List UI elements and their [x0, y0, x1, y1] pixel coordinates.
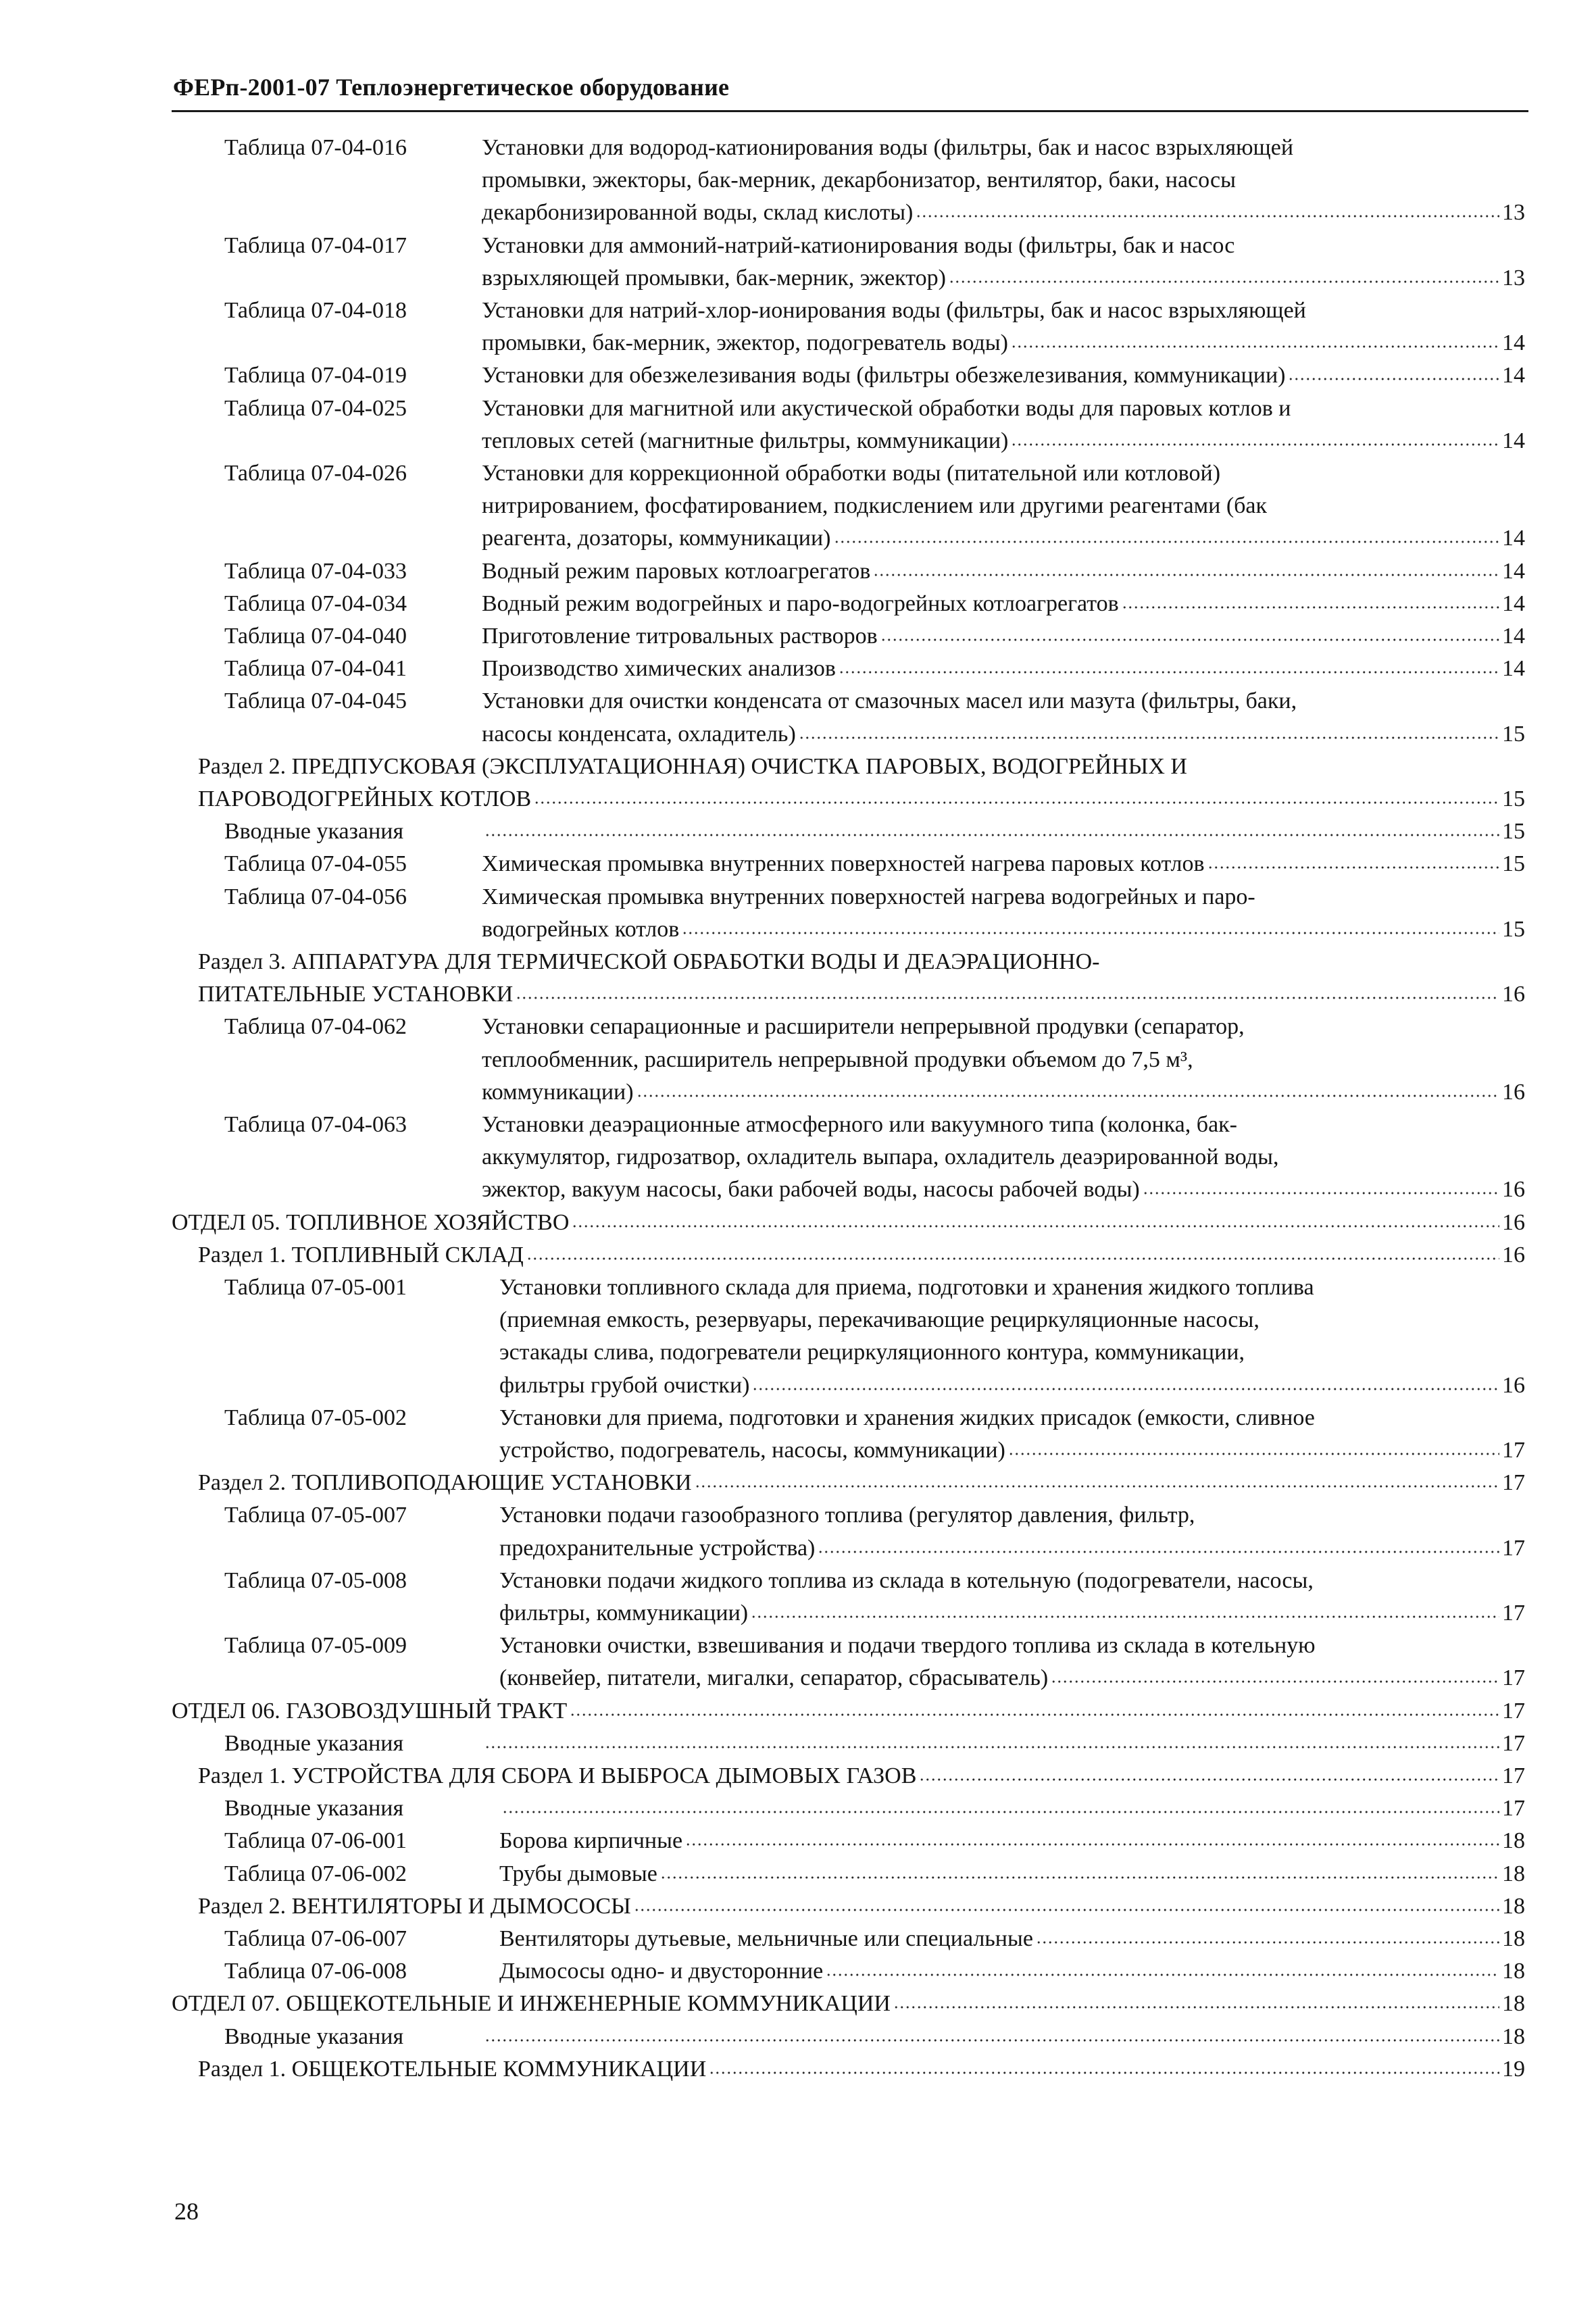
dot-leader [685, 1841, 1499, 1848]
toc-entry [224, 1597, 1525, 1630]
toc-entry [224, 425, 1525, 457]
toc-entry-title: Приготовление титровальных растворов [482, 624, 878, 649]
toc-entry-continuation [224, 393, 1525, 425]
toc-entry-label: Таблица 07-04-041 [224, 656, 407, 682]
toc-entry-label: Таблица 07-06-007 [224, 1926, 407, 1951]
toc-entry-continuation [224, 490, 1525, 522]
toc-entry-label: Вводные указания [224, 2023, 404, 2049]
toc-entry [224, 1532, 1525, 1565]
toc-entry [224, 1434, 1525, 1467]
toc-entry-page: 13 [1502, 200, 1525, 226]
dot-leader [695, 1483, 1499, 1490]
dot-leader [834, 538, 1499, 545]
toc-entry-page: 18 [1502, 1959, 1525, 1984]
toc-entry-title: эстакады слива, подогреватели рециркуляционного контура, коммуникации, [499, 1340, 1245, 1365]
dot-leader [660, 1874, 1499, 1881]
toc-entry-title: Установки для обезжелезивания воды (фильтры обезжелезивания, коммуникации) [482, 363, 1286, 388]
toc-entry-page: 18 [1502, 1991, 1525, 2017]
toc-entry-continuation [224, 1402, 1525, 1434]
toc-entry [224, 555, 1525, 588]
toc-entry-page: 17 [1502, 1438, 1525, 1463]
toc-entry-label: Таблица 07-06-002 [224, 1861, 407, 1886]
toc-entry-label: Вводные указания [224, 819, 404, 845]
toc-entry-title: тепловых сетей (магнитные фильтры, коммуникации) [482, 428, 1009, 453]
toc-entry-title: Дымососы одно- и двусторонние [499, 1959, 824, 1984]
toc-entry-title: Химическая промывка внутренних поверхностей нагрева паровых котлов [482, 851, 1205, 877]
toc-entry-label: Вводные указания [224, 1796, 404, 1821]
toc-entry-continuation [224, 164, 1525, 197]
toc-entry-page: 14 [1502, 330, 1525, 356]
toc-entry-label: Таблица 07-04-026 [224, 461, 407, 486]
toc-entry-continuation [224, 457, 1525, 490]
dot-leader [818, 1549, 1499, 1555]
toc-entry-continuation [224, 1272, 1525, 1304]
toc-entry-label: Таблица 07-05-007 [224, 1503, 407, 1528]
toc-entry [224, 1825, 1525, 1857]
toc-entry-continuation [198, 946, 1525, 978]
toc-entry-continuation [224, 230, 1525, 262]
toc-entry-title: Раздел 1. ОБЩЕКОТЕЛЬНЫЕ КОММУНИКАЦИИ [198, 2056, 707, 2082]
toc-entry-title: Установки для очистки конденсата от смазочных масел или мазута (фильтры, баки, [482, 688, 1297, 714]
toc-entry-page: 14 [1502, 363, 1525, 388]
dot-leader [1011, 441, 1499, 448]
toc-entry [224, 588, 1525, 620]
toc-entry-page: 16 [1502, 1209, 1525, 1235]
toc-entry-label: Таблица 07-04-062 [224, 1014, 407, 1040]
toc-entry [224, 1923, 1525, 1955]
toc-entry-continuation [224, 1499, 1525, 1532]
toc-entry [198, 1467, 1525, 1499]
toc-entry-continuation [224, 1304, 1525, 1336]
toc-entry-title: Водный режим водогрейных и паро-водогрейных котлоагрегатов [482, 590, 1119, 616]
toc-entry [198, 1760, 1525, 1792]
toc-entry-continuation [224, 1336, 1525, 1369]
toc-entry-title: эжектор, вакуум насосы, баки рабочей воды, насосы рабочей воды) [482, 1177, 1140, 1203]
toc-entry [224, 1728, 1525, 1760]
toc-entry-continuation [198, 751, 1525, 783]
toc-entry-page: 17 [1502, 1535, 1525, 1561]
toc-entry [172, 1988, 1525, 2020]
toc-entry [224, 913, 1525, 946]
toc-entry-label: Таблица 07-04-033 [224, 558, 407, 584]
dot-leader [1011, 343, 1499, 350]
toc-entry-title: аккумулятор, гидрозатвор, охладитель выпара, охладитель деаэрированной воды, [482, 1145, 1279, 1170]
toc-entry-title: Установки для приема, подготовки и хранения жидких присадок (емкости, сливное [499, 1405, 1315, 1430]
toc-entry-label: Таблица 07-04-018 [224, 298, 407, 323]
toc-entry-title: нитрированием, фосфатированием, подкислением или другими реагентами (бак [482, 493, 1268, 519]
toc-entry [224, 359, 1525, 392]
toc-entry [224, 848, 1525, 880]
toc-entry-label: Таблица 07-04-017 [224, 232, 407, 258]
toc-entry-title: устройство, подогреватель, насосы, коммуникации) [499, 1438, 1005, 1463]
toc-entry-title: Раздел 2. ПРЕДПУСКОВАЯ (ЭКСПЛУАТАЦИОННАЯ) ОЧИСТКА ПАРОВЫХ, ВОДОГРЕЙНЫХ И [198, 753, 1187, 779]
dot-leader [919, 1776, 1499, 1783]
toc-entry-title: Раздел 1. ТОПЛИВНЫЙ СКЛАД [198, 1242, 524, 1267]
toc-entry [224, 1076, 1525, 1109]
toc-entry-label: Таблица 07-04-040 [224, 624, 407, 649]
toc-entry-title: Раздел 2. ТОПЛИВОПОДАЮЩИЕ УСТАНОВКИ [198, 1470, 692, 1496]
toc-entry-label: Таблица 07-05-008 [224, 1567, 407, 1593]
toc-entry-label: Таблица 07-06-008 [224, 1959, 407, 1984]
dot-leader [752, 1386, 1499, 1392]
toc-entry-label: Таблица 07-05-001 [224, 1275, 407, 1300]
toc-entry-continuation [224, 1011, 1525, 1043]
toc-entry-title: Установки для натрий-хлор-ионирования воды (фильтры, бак и насос взрыхляющей [482, 298, 1306, 323]
toc-entry [224, 1369, 1525, 1402]
toc-entry-title: Трубы дымовые [499, 1861, 657, 1886]
toc-entry [224, 1792, 1525, 1825]
toc-entry-page: 16 [1502, 1079, 1525, 1105]
toc-entry-title: ПАРОВОДОГРЕЙНЫХ КОТЛОВ [198, 786, 532, 811]
toc-entry-title: Водный режим паровых котлоагрегатов [482, 558, 871, 584]
toc-entry-title: Раздел 3. АППАРАТУРА ДЛЯ ТЕРМИЧЕСКОЙ ОБРАБОТКИ ВОДЫ И ДЕАЭРАЦИОННО- [198, 949, 1100, 974]
toc-entry-label: Таблица 07-04-063 [224, 1112, 407, 1137]
dot-leader [916, 213, 1499, 220]
toc-entry-page: 19 [1502, 2056, 1525, 2082]
toc-entry-title: коммуникации) [482, 1079, 634, 1105]
toc-entry [224, 1858, 1525, 1890]
toc-entry-page: 15 [1502, 786, 1525, 811]
dot-leader [1051, 1678, 1499, 1685]
toc-entry-title: декарбонизированной воды, склад кислоты) [482, 200, 914, 226]
toc-entry-title: Раздел 1. УСТРОЙСТВА ДЛЯ СБОРА И ВЫБРОСА ДЫМОВЫХ ГАЗОВ [198, 1763, 917, 1788]
dot-leader [634, 1907, 1499, 1913]
toc-entry-title: ОТДЕЛ 07. ОБЩЕКОТЕЛЬНЫЕ И ИНЖЕНЕРНЫЕ КОММУНИКАЦИИ [172, 1991, 891, 2017]
toc-entry-page: 14 [1502, 590, 1525, 616]
toc-entry-page: 16 [1502, 1372, 1525, 1398]
toc-entry [224, 1955, 1525, 1988]
toc-entry-continuation [224, 1630, 1525, 1662]
dot-leader [516, 995, 1499, 1001]
dot-leader [893, 2004, 1499, 2011]
toc-entry-title: Установки топливного склада для приема, подготовки и хранения жидкого топлива [499, 1275, 1314, 1300]
toc-entry-page: 13 [1502, 265, 1525, 291]
toc-entry [224, 1174, 1525, 1206]
dot-leader [572, 1223, 1499, 1230]
toc-entry-page: 16 [1502, 1242, 1525, 1267]
toc-entry [224, 327, 1525, 359]
dot-leader [839, 669, 1499, 676]
toc-entry-continuation [224, 1044, 1525, 1076]
dot-leader [880, 636, 1499, 643]
dot-leader [1036, 1939, 1499, 1946]
toc-entry-label: Вводные указания [224, 1730, 404, 1756]
toc-entry-continuation [224, 295, 1525, 327]
dot-leader [799, 734, 1499, 741]
dot-leader [1288, 376, 1499, 382]
toc-entry [224, 620, 1525, 653]
toc-entry-title: теплообменник, расширитель непрерывной продувки объемом до 7,5 м³, [482, 1047, 1193, 1072]
toc-entry-title: ПИТАТЕЛЬНЫЕ УСТАНОВКИ [198, 982, 514, 1007]
toc-entry-page: 17 [1502, 1470, 1525, 1496]
toc-entry-title: Вентиляторы дутьевые, мельничные или специальные [499, 1926, 1033, 1951]
toc-entry [172, 1695, 1525, 1728]
dot-leader [484, 2037, 1499, 2044]
toc-entry-label: Таблица 07-04-025 [224, 395, 407, 421]
toc-entry-continuation [224, 132, 1525, 164]
dot-leader [873, 572, 1499, 578]
dot-leader [637, 1092, 1499, 1099]
toc-entry-title: насосы конденсата, охладитель) [482, 721, 796, 747]
dot-leader [484, 832, 1499, 838]
toc-entry [224, 262, 1525, 295]
toc-entry-title: Химическая промывка внутренних поверхностей нагрева водогрейных и паро- [482, 884, 1255, 909]
toc-entry-page: 15 [1502, 819, 1525, 845]
toc-entry-title: Установки для магнитной или акустической обработки воды для паровых котлов и [482, 395, 1291, 421]
toc-entry-page: 17 [1502, 1665, 1525, 1691]
toc-entry-page: 15 [1502, 916, 1525, 942]
toc-entry-continuation [224, 1109, 1525, 1141]
toc-entry-label: Таблица 07-06-001 [224, 1828, 407, 1854]
toc-entry-title: водогрейных котлов [482, 916, 680, 942]
toc-entry-page: 17 [1502, 1796, 1525, 1821]
toc-entry-continuation [224, 685, 1525, 718]
toc-entry-title: (приемная емкость, резервуары, перекачивающие рециркуляционные насосы, [499, 1307, 1260, 1333]
dot-leader [570, 1711, 1499, 1718]
toc-entry-continuation [224, 1141, 1525, 1174]
dot-leader [1008, 1451, 1499, 1457]
toc-entry-label: Таблица 07-04-034 [224, 590, 407, 616]
toc-entry-title: предохранительные устройства) [499, 1535, 816, 1561]
toc-entry-title: реагента, дозаторы, коммуникации) [482, 526, 831, 551]
dot-leader [1143, 1190, 1499, 1197]
toc-entry-page: 18 [1502, 2023, 1525, 2049]
toc-entry-page: 17 [1502, 1730, 1525, 1756]
toc-entry-title: Установки для водород-катионирования воды (фильтры, бак и насос взрыхляющей [482, 135, 1294, 160]
toc-entry-title: Раздел 2. ВЕНТИЛЯТОРЫ И ДЫМОСОСЫ [198, 1893, 631, 1919]
toc-entry-page: 17 [1502, 1601, 1525, 1626]
toc-entry-title: Установки подачи жидкого топлива из склада в котельную (подогреватели, насосы, [499, 1567, 1314, 1593]
toc-entry-page: 17 [1502, 1763, 1525, 1788]
toc-entry-title: Установки сепарационные и расширители непрерывной продувки (сепаратор, [482, 1014, 1245, 1040]
dot-leader [1122, 604, 1499, 611]
dot-leader [682, 930, 1499, 936]
toc-entry-title: Установки очистки, взвешивания и подачи твердого топлива из склада в котельную [499, 1633, 1316, 1659]
dot-leader [534, 799, 1499, 806]
toc-entry-page: 14 [1502, 428, 1525, 453]
toc-entry [172, 1207, 1525, 1239]
toc-entry-label: Таблица 07-04-019 [224, 363, 407, 388]
toc-entry-label: Таблица 07-05-009 [224, 1633, 407, 1659]
dot-leader [526, 1255, 1499, 1262]
toc-entry-label: Таблица 07-04-056 [224, 884, 407, 909]
toc-entry-page: 15 [1502, 851, 1525, 877]
toc-entry-page: 15 [1502, 721, 1525, 747]
toc-entry [224, 815, 1525, 848]
toc-entry-label: Таблица 07-04-055 [224, 851, 407, 877]
toc-entry [198, 783, 1525, 815]
toc-entry [224, 2021, 1525, 2053]
toc-entry [198, 1239, 1525, 1272]
dot-leader [1207, 864, 1499, 871]
toc-entry-title: Установки подачи газообразного топлива (регулятор давления, фильтр, [499, 1503, 1195, 1528]
toc-entry [198, 978, 1525, 1011]
toc-entry [198, 2053, 1525, 2086]
toc-entry [198, 1890, 1525, 1923]
toc-entry-label: Таблица 07-05-002 [224, 1405, 407, 1430]
toc-entry [224, 1662, 1525, 1694]
toc-entry-title: промывки, бак-мерник, эжектор, подогреватель воды) [482, 330, 1008, 356]
toc-entry-page: 18 [1502, 1926, 1525, 1951]
toc-entry [224, 653, 1525, 685]
toc-entry-page: 18 [1502, 1893, 1525, 1919]
toc-entry [224, 522, 1525, 555]
toc-entry-page: 16 [1502, 1177, 1525, 1203]
toc-entry [224, 718, 1525, 751]
toc-entry-page: 18 [1502, 1828, 1525, 1854]
toc-entry-page: 17 [1502, 1698, 1525, 1724]
document-header-title: ФЕРп-2001-07 Теплоэнергетическое оборудование [173, 74, 730, 101]
toc-entry [224, 197, 1525, 229]
toc-entry-page: 14 [1502, 656, 1525, 682]
toc-entry-title: Производство химических анализов [482, 656, 836, 682]
toc-entry-title: промывки, эжекторы, бак-мерник, декарбонизатор, вентилятор, баки, насосы [482, 168, 1236, 193]
toc-entry-continuation [224, 881, 1525, 913]
dot-leader [709, 2069, 1499, 2076]
toc-entry-title: ОТДЕЛ 06. ГАЗОВОЗДУШНЫЙ ТРАКТ [172, 1698, 568, 1724]
toc-entry-title: взрыхляющей промывки, бак-мерник, эжектор) [482, 265, 946, 291]
toc-entry-title: (конвейер, питатели, мигалки, сепаратор, сбрасыватель) [499, 1665, 1049, 1691]
toc-entry-page: 16 [1502, 982, 1525, 1007]
toc-entry-page: 14 [1502, 526, 1525, 551]
toc-entry-title: Установки для аммоний-натрий-катионирования воды (фильтры, бак и насос [482, 232, 1235, 258]
toc-entry-label: Таблица 07-04-016 [224, 135, 407, 160]
toc-entry-page: 14 [1502, 624, 1525, 649]
toc-entry-continuation [224, 1565, 1525, 1597]
dot-leader [502, 1809, 1499, 1815]
page-number: 28 [174, 2198, 199, 2225]
toc-entry-label: Таблица 07-04-045 [224, 688, 407, 714]
toc-entry-title: ОТДЕЛ 05. ТОПЛИВНОЕ ХОЗЯЙСТВО [172, 1209, 570, 1235]
toc-entry-title: Борова кирпичные [499, 1828, 683, 1854]
toc-entry-title: Установки деаэрационные атмосферного или вакуумного типа (колонка, бак- [482, 1112, 1237, 1137]
toc-entry-page: 14 [1502, 558, 1525, 584]
toc-entry-title: фильтры, коммуникации) [499, 1601, 749, 1626]
dot-leader [949, 278, 1499, 285]
toc-entry-title: фильтры грубой очистки) [499, 1372, 750, 1398]
toc-entry-page: 18 [1502, 1861, 1525, 1886]
dot-leader [484, 1744, 1499, 1751]
toc-entry-title: Установки для коррекционной обработки воды (питательной или котловой) [482, 461, 1221, 486]
dot-leader [826, 1971, 1499, 1978]
dot-leader [751, 1613, 1499, 1620]
